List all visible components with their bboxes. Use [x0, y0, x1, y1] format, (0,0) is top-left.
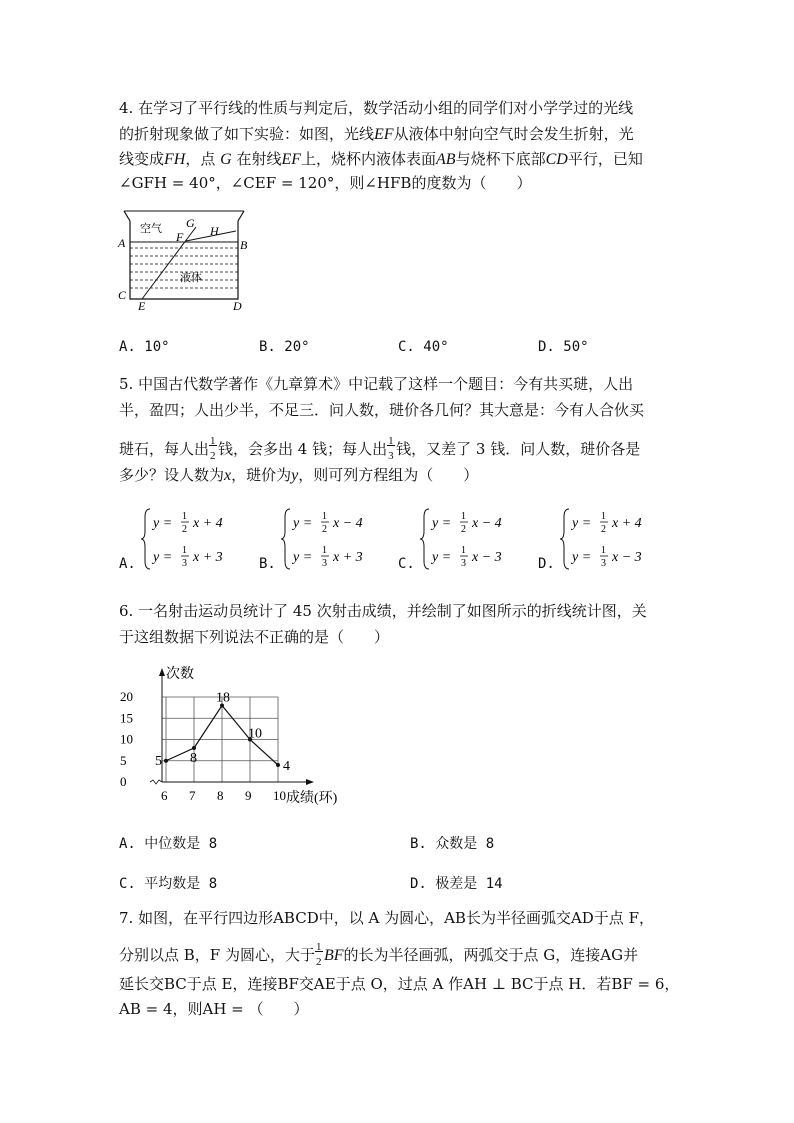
- eq1-rhs: x + 4: [193, 516, 223, 531]
- q6-option-a[interactable]: A. 中位数是 8: [119, 836, 218, 852]
- q5-equation-system-b: [281, 505, 381, 575]
- brace-icon: [420, 509, 429, 569]
- q4-option-d[interactable]: D. 50°: [538, 339, 589, 355]
- eq1-fraction-numerator: 1: [182, 511, 187, 522]
- eq2-fraction-denominator: 3: [182, 558, 187, 569]
- data-point: [192, 746, 196, 750]
- y-axis-arrow-icon: [159, 668, 165, 676]
- q4-line-2: 的折射现象做了如下实验：如图，光线EF从液体中射向空气时会发生折射，光: [119, 125, 634, 143]
- eq1-fraction-numerator: 1: [601, 511, 606, 522]
- eq2-rhs: x + 3: [193, 550, 223, 565]
- q5-line-1: 5. 中国古代数学著作《九章算术》中记载了这样一个题目：今有共买琎，人出: [119, 375, 634, 393]
- label-a: A: [118, 236, 126, 250]
- eq2-rhs: x − 3: [472, 550, 502, 565]
- line-chart: [110, 662, 360, 807]
- fraction-one-half-q7: $\frac{1}{2}$: [315, 941, 322, 968]
- x-axis-label: 成绩(环): [286, 791, 338, 806]
- x-tick-label: 8: [217, 788, 224, 803]
- eq1-lhs: y =: [293, 516, 313, 531]
- fraction-one-half: $\frac{1}{2}$: [210, 435, 216, 462]
- eq1-rhs: x − 4: [472, 516, 502, 531]
- label-h: H: [210, 224, 219, 238]
- y-tick-label: 15: [120, 710, 133, 726]
- data-point: [276, 763, 280, 767]
- eq2-fraction-denominator: 3: [601, 558, 606, 569]
- q6-line-2: 于这组数据下列说法不正确的是（ ）: [119, 628, 390, 646]
- q4-line-3: 线变成FH，点 G 在射线EF上，烧杯内液体表面AB与烧杯下底部CD平行，已知: [119, 150, 643, 168]
- q5-equation-system-a: [141, 505, 241, 575]
- eq2-fraction-denominator: 3: [461, 558, 466, 569]
- label-g: G: [186, 216, 195, 230]
- eq1-fraction-denominator: 2: [322, 524, 327, 535]
- eq2-fraction-denominator: 3: [322, 558, 327, 569]
- q5-equation-system-d: [560, 505, 660, 575]
- q5-option-d[interactable]: D.: [538, 556, 555, 572]
- eq2-lhs: y =: [153, 550, 173, 565]
- q5-option-a[interactable]: A.: [119, 556, 136, 572]
- brace-icon: [141, 509, 150, 569]
- label-e: E: [138, 299, 146, 312]
- q6-line-1: 6. 一名射击运动员统计了 45 次射击成绩，并绘制了如图所示的折线统计图，关: [119, 602, 647, 620]
- eq1-fraction-denominator: 2: [601, 524, 606, 535]
- eq1-rhs: x − 4: [333, 516, 363, 531]
- q5-line-4: 多少？设人数为x，琎价为y，则可列方程组为（ ）: [119, 466, 479, 484]
- y-tick-label: 0: [120, 774, 127, 789]
- data-point: [164, 759, 168, 763]
- eq2-lhs: y =: [572, 550, 592, 565]
- fraction-one-third: $\frac{1}{3}$: [388, 435, 394, 462]
- q4-option-c[interactable]: C. 40°: [398, 339, 449, 355]
- eq2-fraction-numerator: 1: [601, 545, 606, 556]
- q5-option-c[interactable]: C.: [398, 556, 415, 572]
- data-label: 8: [190, 751, 197, 766]
- label-b: B: [240, 238, 248, 252]
- label-air: 空气: [140, 223, 162, 235]
- q4-option-a[interactable]: A. 10°: [119, 339, 170, 355]
- data-label: 4: [283, 759, 290, 774]
- eq1-lhs: y =: [432, 516, 452, 531]
- eq1-fraction-numerator: 1: [322, 511, 327, 522]
- brace-icon: [560, 509, 569, 569]
- x-axis-arrow-icon: [306, 779, 314, 785]
- eq2-fraction-numerator: 1: [322, 545, 327, 556]
- q7-line-1: 7. 如图，在平行四边形ABCD中，以 A 为圆心，AB长为半径画弧交AD于点 F，: [119, 909, 654, 927]
- q4-line-4: ∠GFH = 40°，∠CEF = 120°，则∠HFB的度数为（ ）: [119, 174, 532, 192]
- brace-icon: [281, 509, 290, 569]
- q4-option-b[interactable]: B. 20°: [259, 339, 310, 355]
- label-liquid: 液体: [180, 272, 202, 284]
- axis-break-icon: [150, 780, 162, 784]
- q7-line-3: 延长交BC于点 E，连接BF交AE于点 O，过点 A 作AH ⊥ BC于点 H．若BF = 6，: [119, 975, 680, 993]
- eq2-fraction-numerator: 1: [182, 545, 187, 556]
- q5-equation-system-c: [420, 505, 520, 575]
- q7-line-4: AB = 4，则AH = （ ）: [119, 1000, 309, 1018]
- q7-line-2: 分别以点 B，F 为圆心，大于 $\frac{1}{2}$ BF的长为半径画弧，两弧交于点 G，连接AG并: [119, 941, 639, 968]
- eq1-fraction-denominator: 2: [461, 524, 466, 535]
- label-f: F: [176, 230, 184, 244]
- x-tick-label: 6: [161, 788, 168, 803]
- x-tick-label: 7: [189, 788, 196, 803]
- eq2-lhs: y =: [293, 550, 313, 565]
- q6-option-c[interactable]: C. 平均数是 8: [119, 876, 218, 892]
- eq1-lhs: y =: [153, 516, 173, 531]
- data-label: 18: [216, 690, 230, 706]
- eq2-rhs: x − 3: [612, 550, 642, 565]
- eq1-fraction-numerator: 1: [461, 511, 466, 522]
- q5-line-3: 琎石，每人出 $\frac{1}{2}$ 钱，会多出 4 钱；每人出 $\frac{1}{3}$ 钱，又差了 3 钱．问人数，琎价各是: [119, 435, 641, 462]
- y-tick-label: 5: [120, 752, 127, 768]
- y-tick-label: 20: [120, 689, 133, 704]
- y-axis-label: 次数: [166, 667, 194, 682]
- label-c: C: [118, 288, 127, 302]
- beaker-figure: [116, 207, 256, 312]
- x-tick-label: 10: [273, 788, 286, 803]
- q5-option-b[interactable]: B.: [259, 556, 276, 572]
- eq2-rhs: x + 3: [333, 550, 363, 565]
- data-label: 10: [248, 726, 262, 742]
- eq2-lhs: y =: [432, 550, 452, 565]
- eq2-fraction-numerator: 1: [461, 545, 466, 556]
- y-tick-label: 10: [120, 731, 133, 747]
- eq1-lhs: y =: [572, 516, 592, 531]
- q6-option-b[interactable]: B. 众数是 8: [410, 836, 495, 852]
- eq1-rhs: x + 4: [612, 516, 642, 531]
- data-label: 5: [155, 753, 162, 769]
- q6-option-d[interactable]: D. 极差是 14: [410, 876, 503, 892]
- eq1-fraction-denominator: 2: [182, 524, 187, 535]
- q4-line-1: 4. 在学习了平行线的性质与判定后，数学活动小组的同学们对小学学过的光线: [119, 99, 634, 117]
- q5-line-2: 半，盈四；人出少半，不足三．问人数，琎价各几何？其大意是：今有人合伙买: [119, 401, 645, 419]
- x-tick-label: 9: [245, 788, 252, 803]
- label-d: D: [233, 299, 242, 312]
